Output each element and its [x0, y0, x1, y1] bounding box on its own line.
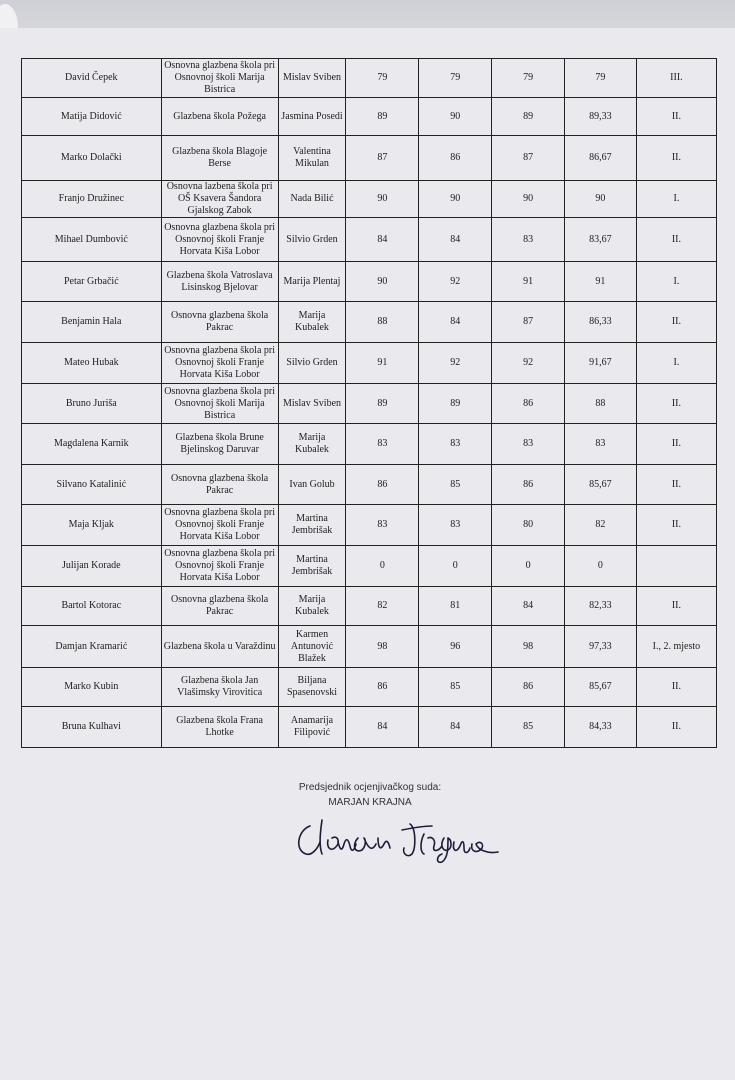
student-name: Bruno Juriša	[22, 384, 162, 424]
table-row	[22, 668, 717, 707]
average-score: 83,67	[565, 218, 637, 262]
juror-score-1: 82	[346, 587, 419, 626]
mentor-name: Anamarija Filipović	[278, 707, 346, 748]
school-name: Osnovna glazbena škola Pakrac	[161, 587, 278, 626]
juror-score-3: 90	[492, 181, 565, 218]
prize-level: I.	[636, 262, 716, 302]
prize-level: II.	[636, 384, 716, 424]
school-name: Glazbena škola Brune Bjelinskog Daruvar	[161, 424, 278, 465]
student-name: Maja Kljak	[22, 505, 162, 546]
average-score: 86,67	[565, 136, 637, 181]
table-row	[22, 707, 717, 748]
table-row	[22, 384, 717, 424]
juror-score-3: 86	[492, 384, 565, 424]
mentor-name: Karmen Antunović Blažek	[278, 626, 346, 668]
table-row	[22, 59, 717, 98]
prize-level: II.	[636, 424, 716, 465]
table-row	[22, 302, 717, 343]
juror-score-1: 88	[346, 302, 419, 343]
average-score: 97,33	[565, 626, 637, 668]
mentor-name: Martina Jembrišak	[278, 505, 346, 546]
average-score: 86,33	[565, 302, 637, 343]
juror-score-1: 79	[346, 59, 419, 98]
handwritten-signature	[292, 808, 522, 868]
mentor-name: Martina Jembrišak	[278, 546, 346, 587]
school-name: Glazbena škola Frana Lhotke	[161, 707, 278, 748]
prize-level: II.	[636, 136, 716, 181]
student-name: David Čepek	[22, 59, 162, 98]
mentor-name: Biljana Spasenovski	[278, 668, 346, 707]
average-score: 85,67	[565, 465, 637, 505]
student-name: Franjo Družinec	[22, 181, 162, 218]
mentor-name: Mislav Sviben	[278, 384, 346, 424]
student-name: Julijan Korade	[22, 546, 162, 587]
school-name: Glazbena škola Požega	[161, 98, 278, 136]
school-name: Osnovna glazbena škola pri Osnovnoj školi Franje Horvata Kiša Lobor	[161, 546, 278, 587]
school-name: Glazbena škola u Varaždinu	[161, 626, 278, 668]
juror-score-2: 90	[419, 181, 492, 218]
juror-score-2: 0	[419, 546, 492, 587]
student-name: Damjan Kramarić	[22, 626, 162, 668]
juror-score-3: 83	[492, 424, 565, 465]
juror-score-3: 91	[492, 262, 565, 302]
juror-score-2: 90	[419, 98, 492, 136]
school-name: Osnovna glazbena škola Pakrac	[161, 465, 278, 505]
average-score: 84,33	[565, 707, 637, 748]
prize-level: II.	[636, 707, 716, 748]
school-name: Osnovna glazbena škola pri Osnovnoj školi Marija Bistrica	[161, 384, 278, 424]
president-title: Predsjednik ocjenjivačkog suda:	[298, 782, 442, 793]
juror-score-2: 96	[419, 626, 492, 668]
juror-score-2: 89	[419, 384, 492, 424]
prize-level: II.	[636, 98, 716, 136]
mentor-name: Valentina Mikulan	[278, 136, 346, 181]
juror-score-1: 84	[346, 218, 419, 262]
average-score: 88	[565, 384, 637, 424]
juror-score-1: 91	[346, 343, 419, 384]
juror-score-2: 79	[419, 59, 492, 98]
juror-score-1: 87	[346, 136, 419, 181]
mentor-name: Marija Plentaj	[278, 262, 346, 302]
average-score: 82,33	[565, 587, 637, 626]
mentor-name: Silvio Grden	[278, 343, 346, 384]
table-row	[22, 587, 717, 626]
juror-score-2: 81	[419, 587, 492, 626]
average-score: 85,67	[565, 668, 637, 707]
student-name: Marko Kubin	[22, 668, 162, 707]
mentor-name: Marija Kubalek	[278, 424, 346, 465]
prize-level: I.	[636, 181, 716, 218]
table-row	[22, 218, 717, 262]
mentor-name: Mislav Sviben	[278, 59, 346, 98]
student-name: Bartol Kotorac	[22, 587, 162, 626]
table-row	[22, 505, 717, 546]
mentor-name: Ivan Golub	[278, 465, 346, 505]
student-name: Mihael Dumbović	[22, 218, 162, 262]
juror-score-3: 87	[492, 302, 565, 343]
mentor-name: Marija Kubalek	[278, 587, 346, 626]
table-row	[22, 424, 717, 465]
juror-score-3: 83	[492, 218, 565, 262]
signature-block	[290, 780, 450, 810]
juror-score-3: 86	[492, 668, 565, 707]
school-name: Osnovna lazbena škola pri OŠ Ksavera Šandora Gjalskog Zabok	[161, 181, 278, 218]
school-name: Glazbena škola Blagoje Berse	[161, 136, 278, 181]
juror-score-3: 92	[492, 343, 565, 384]
juror-score-1: 98	[346, 626, 419, 668]
average-score: 82	[565, 505, 637, 546]
school-name: Glazbena škola Vatroslava Lisinskog Bjelovar	[161, 262, 278, 302]
mentor-name: Silvio Grden	[278, 218, 346, 262]
prize-level: III.	[636, 59, 716, 98]
mentor-name: Nada Bilić	[278, 181, 346, 218]
school-name: Osnovna glazbena škola pri Osnovnoj školi Franje Horvata Kiša Lobor	[161, 218, 278, 262]
school-name: Osnovna glazbena škola pri Osnovnoj školi Franje Horvata Kiša Lobor	[161, 343, 278, 384]
juror-score-3: 84	[492, 587, 565, 626]
juror-score-1: 83	[346, 424, 419, 465]
juror-score-1: 0	[346, 546, 419, 587]
juror-score-3: 79	[492, 59, 565, 98]
prize-level	[636, 546, 716, 587]
juror-score-3: 0	[492, 546, 565, 587]
table-row	[22, 98, 717, 136]
average-score: 79	[565, 59, 637, 98]
results-table	[21, 58, 717, 748]
mentor-name: Marija Kubalek	[278, 302, 346, 343]
table-row	[22, 626, 717, 668]
juror-score-3: 87	[492, 136, 565, 181]
school-name: Glazbena škola Jan Vlašimsky Virovitica	[161, 668, 278, 707]
juror-score-3: 89	[492, 98, 565, 136]
school-name: Osnovna glazbena škola Pakrac	[161, 302, 278, 343]
student-name: Benjamin Hala	[22, 302, 162, 343]
prize-level: II.	[636, 302, 716, 343]
juror-score-2: 83	[419, 424, 492, 465]
student-name: Petar Grbačić	[22, 262, 162, 302]
juror-score-2: 85	[419, 668, 492, 707]
juror-score-2: 92	[419, 262, 492, 302]
average-score: 91	[565, 262, 637, 302]
table-row	[22, 181, 717, 218]
juror-score-2: 83	[419, 505, 492, 546]
average-score: 83	[565, 424, 637, 465]
juror-score-2: 85	[419, 465, 492, 505]
juror-score-3: 98	[492, 626, 565, 668]
prize-level: II.	[636, 465, 716, 505]
juror-score-3: 85	[492, 707, 565, 748]
juror-score-1: 84	[346, 707, 419, 748]
juror-score-1: 86	[346, 465, 419, 505]
juror-score-1: 90	[346, 181, 419, 218]
juror-score-3: 86	[492, 465, 565, 505]
average-score: 91,67	[565, 343, 637, 384]
prize-level: II.	[636, 587, 716, 626]
table-row	[22, 465, 717, 505]
juror-score-2: 86	[419, 136, 492, 181]
student-name: Mateo Hubak	[22, 343, 162, 384]
juror-score-2: 84	[419, 218, 492, 262]
prize-level: I., 2. mjesto	[636, 626, 716, 668]
juror-score-1: 83	[346, 505, 419, 546]
prize-level: II.	[636, 505, 716, 546]
prize-level: II.	[636, 218, 716, 262]
table-row	[22, 262, 717, 302]
table-row	[22, 136, 717, 181]
average-score: 90	[565, 181, 637, 218]
average-score: 89,33	[565, 98, 637, 136]
juror-score-2: 84	[419, 707, 492, 748]
school-name: Osnovna glazbena škola pri Osnovnoj školi Marija Bistrica	[161, 59, 278, 98]
school-name: Osnovna glazbena škola pri Osnovnoj školi Franje Horvata Kiša Lobor	[161, 505, 278, 546]
student-name: Matija Didović	[22, 98, 162, 136]
juror-score-1: 90	[346, 262, 419, 302]
table-row	[22, 546, 717, 587]
mentor-name: Jasmina Posedi	[278, 98, 346, 136]
juror-score-1: 86	[346, 668, 419, 707]
student-name: Bruna Kulhavi	[22, 707, 162, 748]
average-score: 0	[565, 546, 637, 587]
prize-level: I.	[636, 343, 716, 384]
juror-score-2: 92	[419, 343, 492, 384]
student-name: Silvano Katalinić	[22, 465, 162, 505]
table-row	[22, 343, 717, 384]
student-name: Marko Dolački	[22, 136, 162, 181]
juror-score-3: 80	[492, 505, 565, 546]
juror-score-1: 89	[346, 98, 419, 136]
student-name: Magdalena Karnik	[22, 424, 162, 465]
prize-level: II.	[636, 668, 716, 707]
president-name: MARJAN KRAJNA	[328, 797, 412, 808]
juror-score-1: 89	[346, 384, 419, 424]
juror-score-2: 84	[419, 302, 492, 343]
